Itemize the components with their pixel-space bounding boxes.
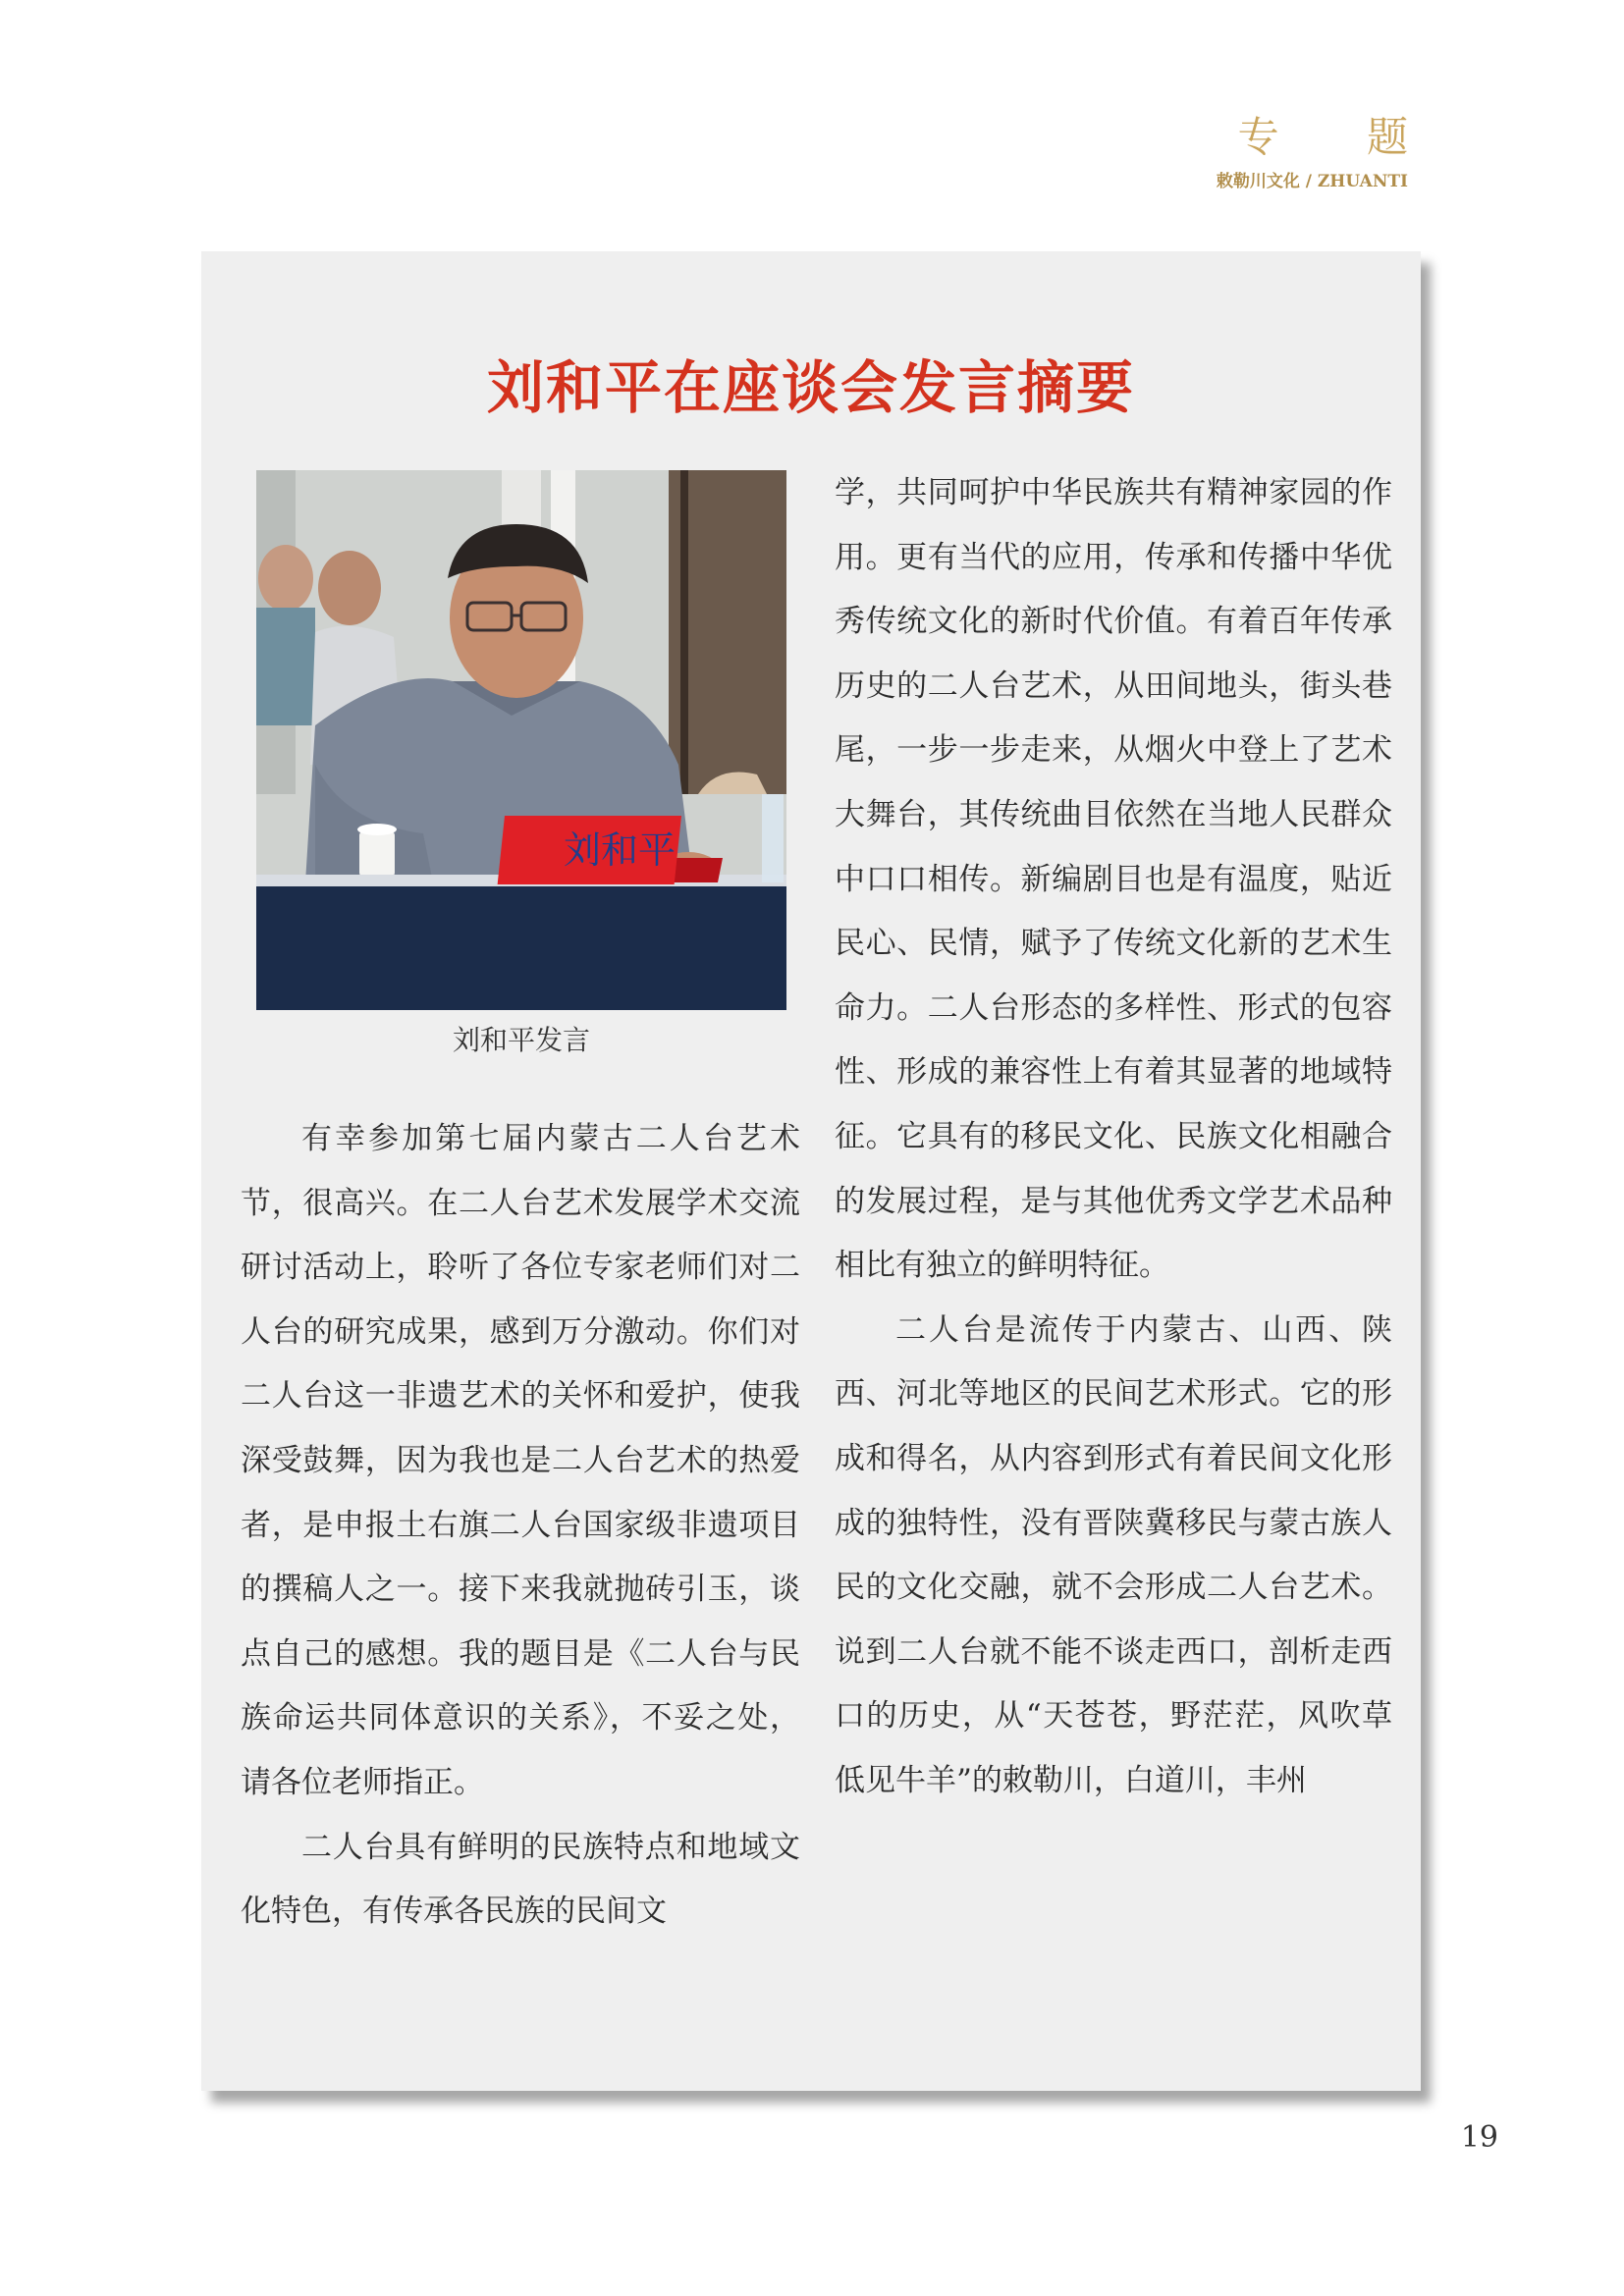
speaker-photo-illustration <box>256 470 786 1010</box>
article-panel <box>201 251 1421 2091</box>
page-number: 19 <box>1460 2120 1498 2155</box>
paragraph: 学，共同呵护中华民族共有精神家园的作用。更有当代的应用，传承和传播中华优秀传统文化的新时代价值。有着百年传承历史的二人台艺术，从田间地头，街头巷尾，一步一步走来，从烟火中登上了艺术大舞台，其传统曲目依然在当地人民群众中口口相传。新编剧目也是有温度，贴近民心、民情，赋予了传统文化新的艺术生命力。二人台形态的多样性、形式的包容性、形成的兼容性上有着其显著的地域特征。它具有的移民文化、民族文化相融合的发展过程，是与其他优秀文学艺术品种相比有独立的鲜明特征。 <box>835 475 1392 1284</box>
section-title: 专 题 <box>1237 113 1445 161</box>
paragraph: 二人台具有鲜明的民族特点和地域文化特色，有传承各民族的民间文 <box>241 1829 800 1930</box>
right-column <box>835 461 1392 1813</box>
photo-caption: 刘和平发言 <box>452 1024 590 1056</box>
section-subtitle: 敕勒川文化 / ZHUANTI <box>1216 172 1408 191</box>
article-title: 刘和平在座谈会发言摘要 <box>486 354 1135 421</box>
nameplate-text: 刘和平 <box>563 828 677 872</box>
speaker-photo <box>256 470 786 1010</box>
paragraph: 有幸参加第七届内蒙古二人台艺术节，很高兴。在二人台艺术发展学术交流研讨活动上，聆听了各位专家老师们对二人台的研究成果，感到万分激动。你们对二人台这一非遗艺术的关怀和爱护，使我深受鼓舞，因为我也是二人台艺术的热爱者，是申报土右旗二人台国家级非遗项目的撰稿人之一。接下来我就抛砖引玉，谈点自己的感想。我的题目是《二人台与民族命运共同体意识的关系》，不妥之处，请各位老师指正。 <box>241 1121 800 1800</box>
paragraph: 二人台是流传于内蒙古、山西、陕西、河北等地区的民间艺术形式。它的形成和得名，从内容到形式有着民间文化形成的独特性，没有晋陕冀移民与蒙古族人民的文化交融，就不会形成二人台艺术。说到二人台就不能不谈走西口，剖析走西口的历史，从“天苍苍，野茫茫，风吹草低见牛羊”的敕勒川，白道川，丰州 <box>835 1311 1392 1798</box>
left-column <box>241 1107 800 1945</box>
section-header <box>1216 110 1445 194</box>
